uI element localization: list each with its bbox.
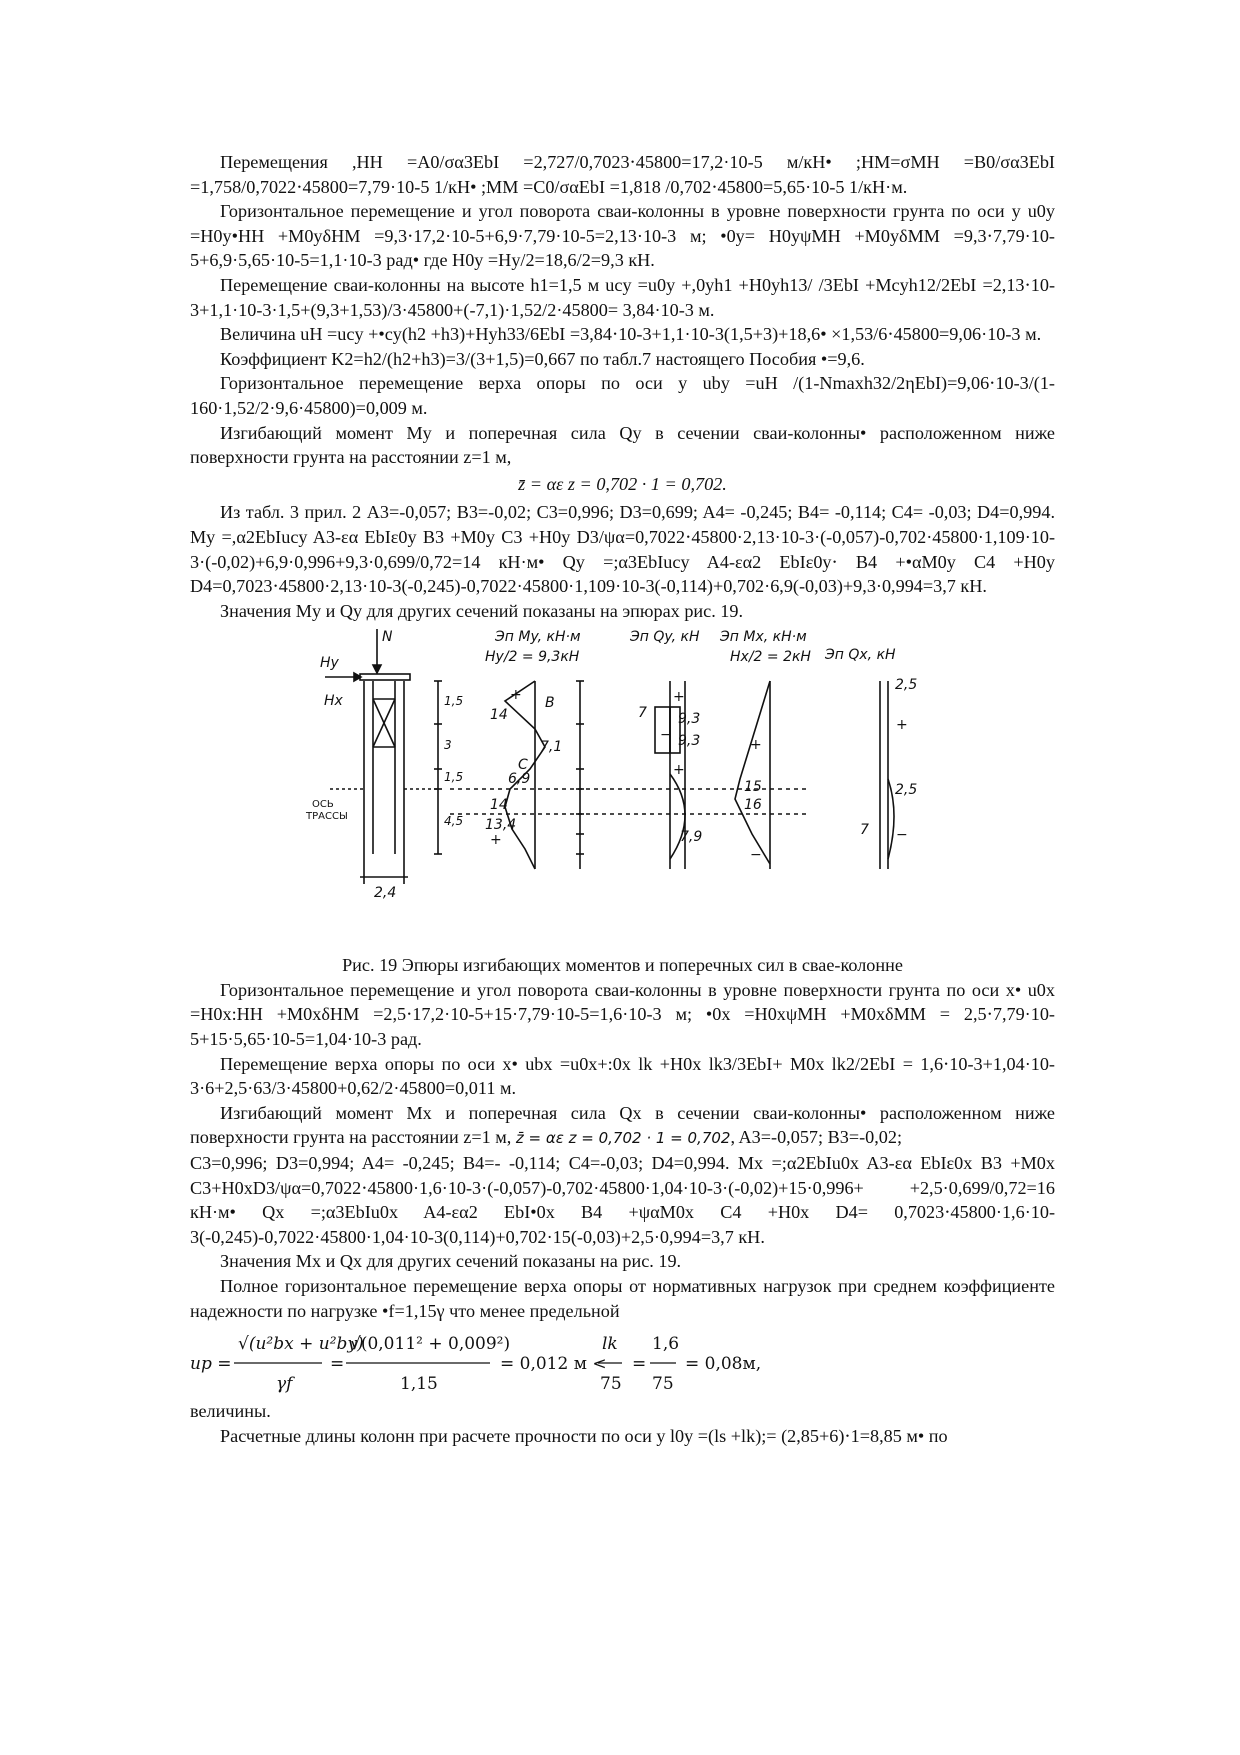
- paragraph: Расчетные длины колонн при расчете прочности по оси y l0y =(ls +lk);= (2,85+6)⋅1=8,85 м• по: [220, 1425, 948, 1446]
- paragraph: Перемещения ,HH =A0/σα3EbI =2,727/0,7023⋅45800=17,2·10-5 м/кН• ;HM=σMH =B0/σα3EbI =1,758/0,7022⋅45800=7,79·10-5 1/кН• ;MM =C0/σαEbI =1,818 /0,702⋅45800=5,65·10-5 1/кН·м.: [190, 152, 1055, 197]
- dim-1: 1,5: [444, 694, 464, 709]
- sign: −: [896, 827, 908, 844]
- formula-mid: = 0,012 м <: [500, 1354, 607, 1375]
- sign: +: [490, 832, 502, 849]
- paragraph: Величина uH =ucy +•cy(h2 +h3)+Hyh33/6EbI =3,84⋅10-3+1,1·10-3(1,5+3)+18,6• ×1,53/6⋅45800=9,06·10-3 м.: [220, 324, 1042, 345]
- ep-qx-title: Эп Qx, кН: [825, 647, 896, 664]
- paragraph: Изгибающий момент My и поперечная сила Qy в сечении сваи-колонны• расположенном ниже поверхности грунта на расстоянии z=1 м,: [190, 422, 1055, 468]
- formula-den1: γf: [276, 1374, 293, 1395]
- paragraph: Перемещение верха опоры по оси x• ubx =u0x+:0x lk +H0x lk3/3EbI+ M0x lk2/2EbI = 1,6⋅10-3+1,04·10-3·6+2,5·63/3·45800+0,62/2·45800=0,011 м.: [190, 1053, 1055, 1099]
- ep-mx-title: Эп Mx, кН·м: [720, 629, 807, 646]
- my-val: 6,9: [508, 771, 531, 788]
- qx-val: 7: [860, 822, 869, 839]
- dim-2: 3: [444, 738, 452, 753]
- paragraph-text: Изгибающий момент Mx и поперечная сила Qx в сечении сваи-колонны• расположенном ниже поверхности грунта на расстоянии z=1 м,: [190, 1102, 1055, 1148]
- sign: +: [673, 762, 685, 779]
- figure-drawing: [306, 629, 960, 949]
- label-axis-2: ТРАССЫ: [306, 811, 348, 823]
- paragraph: Значения Mx и Qx для других сечений показаны на рис. 19.: [220, 1251, 682, 1272]
- figure-caption: Рис. 19 Эпюры изгибающих моментов и поперечных сил в свае-колонне: [342, 955, 903, 976]
- label-Hx: Hx: [324, 693, 343, 710]
- label-B: B: [545, 695, 555, 712]
- formula-up: [190, 1325, 1055, 1397]
- formula-eq1: =: [330, 1354, 345, 1375]
- qy-val: 7: [638, 705, 647, 722]
- paragraph: Полное горизонтальное перемещение верха опоры от нормативных нагрузок при среднем коэффициенте надежности по нагрузке •f=1,15γ что менее предельной: [190, 1276, 1055, 1321]
- my-val: 14: [490, 797, 508, 814]
- ep-qy-title: Эп Qy, кН: [630, 629, 700, 646]
- paragraph: Горизонтальное перемещение и угол поворота сваи-колонны в уровне поверхности грунта по оси x• u0x =H0x:HH +M0xδHM =2,5⋅17,2·10-5+15·7,79·10-5=1,6·10-3 м; •0x =H0xψMH +M0xδMM = 2,5⋅7,79·10-5+15·5,65·10-5=1,04·10-3 рад.: [190, 979, 1055, 1050]
- paragraph: Коэффициент K2=h2/(h2+h3)=3/(3+1,5)=0,667 по табл.7 настоящего Пособия •=9,6.: [220, 348, 865, 369]
- paragraph: Из табл. 3 прил. 2 A3=-0,057; B3=-0,02; C3=0,996; D3=0,699; A4= -0,245; B4= -0,114; C4= -0,03; D4=0,994. My =,α2EbIucy A3-εα EbIε0y B3 +M0y C3 +H0y D3/ψα=0,7022⋅45800·2,13·10-3·(-0,057)-0,702·45800·1,109·10-3·(-0,02)+6,9·0,996+9,3·0,699/0,72=14 кН·м• Qy =;α3EbIucy A4-εα2 EbIε0y⋅ B4 +•αM0y C4 +H0y D4=0,7023⋅45800·2,13·10-3(-0,245)-0,7022·45800·1,109·10-3(-0,114)+0,702·6,9(-0,03)+9,3·0,994=3,7 кН.: [190, 502, 1055, 597]
- paragraph: C3=0,996; D3=0,994; A4= -0,245; B4=- -0,114; C4=-0,03; D4=0,994. Mx =;α2EbIu0x A3-εα EbIε0x B3 +M0x C3+H0xD3/ψα=0,7022⋅45800·1,6·10-3·(-0,057)-0,702·45800·1,04·10-3·(-0,02)+15·0,996+ +2,5·0,699/0,72=16 кН·м• Qx =;α3EbIu0x A4-εα2 EbI•0x B4 +ψαM0x C4 +H0x D4= 0,7023⋅45800·1,6·10-3(-0,245)-0,7022·45800·1,04·10-3(0,114)+0,702·15(-0,03)+2,5·0,994=3,7 кН.: [190, 1153, 1055, 1247]
- formula-lhs: up =: [190, 1354, 232, 1375]
- formula-eq: =: [632, 1354, 647, 1375]
- mx-val: 16: [744, 797, 762, 814]
- label-hx2: Hx/2 = 2кН: [730, 649, 811, 666]
- formula-den4: 75: [652, 1374, 674, 1395]
- formula-num1: √(u²bx + u²by): [238, 1334, 364, 1355]
- label-C: C: [518, 757, 528, 774]
- qy-val: 9,3: [678, 711, 701, 728]
- ep-my-title: Эп My, кН·м: [495, 629, 581, 646]
- my-val: 13,4: [485, 817, 517, 834]
- figure-19: [190, 629, 1055, 949]
- paragraph: Горизонтальное перемещение и угол поворота сваи-колонны в уровне поверхности грунта по оси y u0y =H0y•HH +M0yδHM =9,3⋅17,2·10-5+6,9·7,79·10-5=2,13·10-3 м; •0y= H0yψMH +M0yδMM =9,3⋅7,79·10-5+6,9·5,65·10-5=1,1·10-3 рад• где H0y =Hy/2=18,6/2=9,3 кН.: [190, 201, 1055, 271]
- label-width: 2,4: [374, 885, 397, 902]
- formula-num2: √(0,011² + 0,009²): [350, 1334, 511, 1355]
- qx-val: 2,5: [895, 677, 918, 694]
- formula-num4: 1,6: [652, 1334, 680, 1355]
- formula-z: z̄ = αε z = 0,702 · 1 = 0,702.: [518, 473, 727, 494]
- my-val: 14: [490, 707, 508, 724]
- formula-den2: 1,15: [400, 1374, 438, 1395]
- document-page: [190, 150, 1055, 1448]
- dim-4: 4,5: [444, 814, 464, 829]
- formula-num3: lk: [602, 1334, 618, 1355]
- paragraph: Значения My и Qy для других сечений показаны на эпюрах рис. 19.: [220, 600, 744, 621]
- sign: +: [510, 687, 522, 704]
- paragraph: [190, 1101, 1055, 1151]
- dim-3: 1,5: [444, 770, 464, 785]
- qy-val: 9,3: [678, 733, 701, 750]
- qy-val: 7,9: [680, 829, 703, 846]
- sign: +: [896, 717, 908, 734]
- mx-val: 15: [744, 779, 762, 796]
- paragraph: Горизонтальное перемещение верха опоры по оси y uby =uH /(1-Nmaxh32/2ηEbI)=9,06⋅10-3/(1-160·1,52/2·9,6·45800)=0,009 м.: [190, 373, 1055, 418]
- label-hy2: Hy/2 = 9,3кН: [485, 649, 580, 666]
- sign: −: [660, 727, 672, 744]
- paragraph-text: , A3=-0,057; B3=-0,02;: [730, 1127, 903, 1148]
- paragraph: Перемещение сваи-колонны на высоте h1=1,5 м ucy =u0y +,0yh1 +H0yh13/ /3EbI +Mcyh12/2EbI =2,13⋅10-3+1,1·10-3·1,5+(9,3+1,53)/3·45800+(-7,1)·1,52/2·45800= 3,84·10-3 м.: [190, 274, 1055, 320]
- my-val: 7,1: [540, 739, 563, 756]
- qx-val: 2,5: [895, 782, 918, 799]
- sign: +: [673, 689, 685, 706]
- formula-tail: = 0,08м,: [685, 1354, 762, 1375]
- label-axis-1: ОСЬ: [312, 799, 334, 811]
- formula-z: z̄ = αε z = 0,702 · 1 = 0,702: [515, 1129, 731, 1148]
- paragraph: величины.: [190, 1401, 271, 1422]
- sign: −: [750, 847, 762, 864]
- formula-den3: 75: [600, 1374, 622, 1395]
- formula-drawing: [190, 1325, 810, 1397]
- sign: +: [750, 737, 762, 754]
- label-N: N: [382, 629, 393, 646]
- label-Hy: Hy: [320, 655, 339, 672]
